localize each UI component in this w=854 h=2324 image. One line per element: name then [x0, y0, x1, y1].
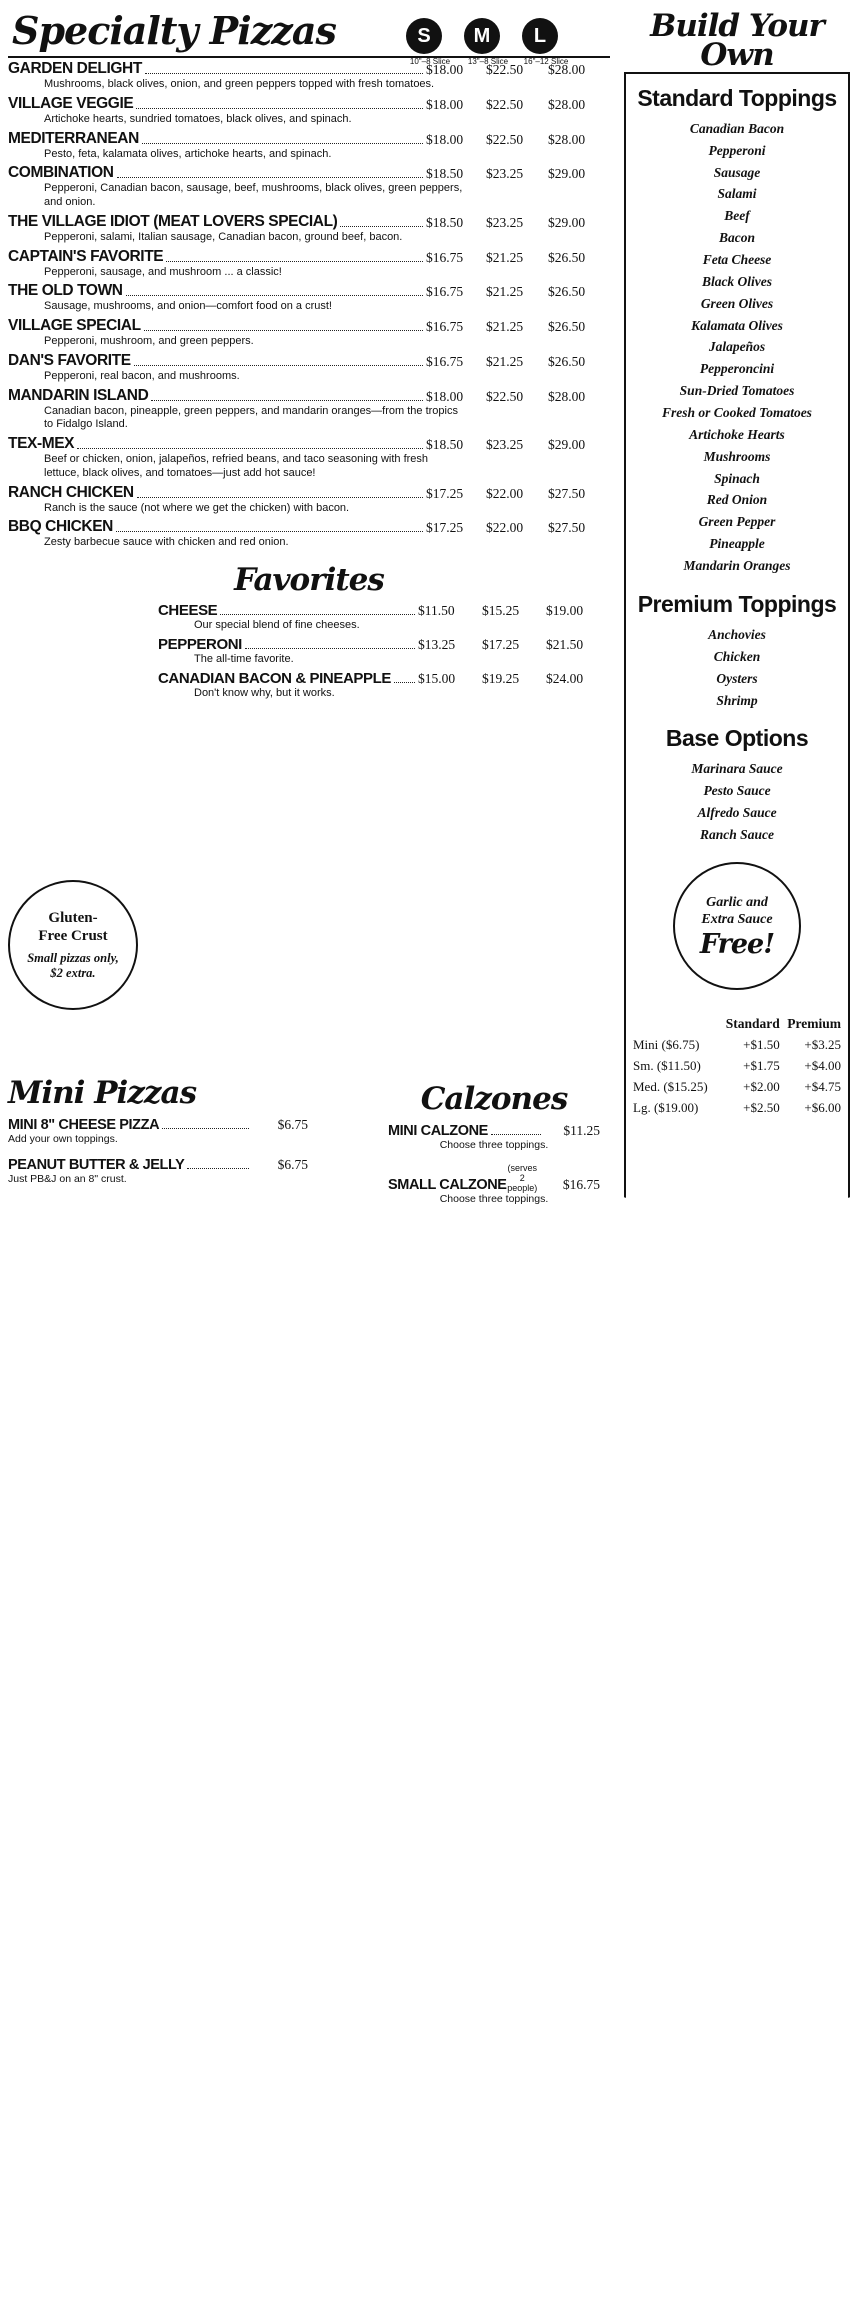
mini-pizzas-title: Mini Pizzas	[8, 1075, 197, 1111]
menu-item	[8, 317, 610, 349]
item-prices	[426, 215, 610, 231]
row-premium: +$4.75	[804, 1079, 841, 1095]
list-item: Chicken	[713, 648, 761, 664]
size-badge-medium: M	[464, 18, 500, 54]
size-badge-large: L	[522, 18, 558, 54]
price-small: $18.50	[426, 214, 464, 230]
leader-dots	[142, 134, 423, 144]
list-item: Ranch Sauce	[700, 826, 774, 842]
leader-dots	[136, 99, 423, 109]
list-item: Marinara Sauce	[691, 761, 783, 777]
item-prices	[418, 671, 610, 687]
premium-toppings-heading: Premium Toppings	[637, 590, 837, 617]
list-item: Green Pepper	[698, 514, 776, 530]
item-prices	[426, 437, 610, 453]
list-item: Spinach	[714, 470, 760, 486]
favorites-list	[8, 602, 610, 700]
item-name: RANCH CHICKEN	[8, 483, 134, 501]
price-small: $17.25	[426, 520, 464, 536]
leader-dots	[245, 639, 415, 649]
col-header-size	[633, 1016, 718, 1035]
price-large: $27.50	[548, 485, 586, 501]
table-row	[633, 1056, 841, 1077]
list-item: Mushrooms	[703, 448, 771, 464]
base-options-list	[628, 758, 846, 845]
col-header-standard: Standard	[725, 1015, 780, 1031]
price-medium: $22.50	[486, 96, 524, 112]
item-name: VILLAGE SPECIAL	[8, 317, 141, 334]
list-item: Pineapple	[709, 536, 765, 552]
item-name: MINI 8" CHEESE PIZZA	[8, 1117, 160, 1133]
price-small: $18.00	[426, 62, 464, 77]
item-description: Beef or chicken, onion, jalapeños, refried beans, and taco seasoning with fresh lettuce, black olives, and tomatoes—just add hot sauce!	[44, 453, 429, 479]
row-standard: +$2.50	[743, 1100, 780, 1116]
item-description: Add your own toppings.	[8, 1133, 118, 1145]
menu-item	[8, 164, 610, 210]
price-small: $17.25	[426, 485, 464, 501]
topping-price-table	[633, 1016, 841, 1119]
item-description: Choose three toppings.	[439, 1193, 549, 1205]
item-description: Just PB&J on an 8" crust.	[8, 1173, 127, 1185]
size-caption-medium: 13"–8 Slice	[467, 57, 509, 66]
leader-dots	[145, 64, 423, 74]
item-name: TEX-MEX	[8, 435, 75, 452]
price-small: $18.00	[426, 388, 464, 404]
garlic-line3: Free!	[699, 928, 775, 960]
price-medium: $22.50	[486, 62, 524, 77]
leader-dots	[137, 488, 423, 498]
menu-item	[8, 484, 610, 516]
garlic-line1: Garlic and	[706, 894, 768, 910]
item-name: VILLAGE VEGGIE	[8, 94, 134, 112]
list-item: Shrimp	[716, 692, 758, 708]
menu-item	[8, 213, 610, 245]
item-prices	[426, 250, 610, 266]
menu-item	[158, 670, 610, 701]
price: $6.75	[277, 1157, 308, 1172]
row-premium: +$3.25	[804, 1037, 841, 1053]
row-standard: +$1.50	[743, 1037, 780, 1053]
item-description: Don't know why, but it works.	[194, 686, 335, 699]
menu-item	[158, 602, 610, 633]
leader-dots	[117, 168, 423, 178]
item-serves-note: (serves 2 people)	[507, 1163, 538, 1193]
list-item: Beef	[724, 208, 750, 224]
price-small: $18.50	[426, 166, 464, 182]
size-legend	[406, 18, 606, 66]
leader-dots	[166, 252, 423, 262]
menu-item	[8, 435, 610, 481]
mini-pizzas-section	[8, 1075, 308, 1188]
menu-item	[8, 387, 610, 433]
leader-dots	[220, 605, 415, 615]
row-premium: +$4.00	[804, 1058, 841, 1074]
price-small: $18.50	[426, 437, 464, 452]
list-item: Sun-Dried Tomatoes	[679, 383, 795, 399]
leader-dots	[162, 1119, 249, 1129]
row-standard: +$2.00	[743, 1079, 780, 1095]
leader-dots	[151, 391, 423, 401]
item-prices	[426, 486, 610, 502]
list-item: Sausage	[713, 164, 761, 180]
item-prices	[544, 1177, 600, 1193]
price-large: $24.00	[546, 670, 584, 686]
price-medium: $21.25	[486, 353, 524, 369]
item-name: THE OLD TOWN	[8, 282, 123, 300]
specialty-list	[8, 60, 610, 550]
table-row	[633, 1035, 841, 1056]
leader-dots	[144, 321, 423, 331]
bottom-sections	[8, 1075, 608, 1205]
item-prices	[426, 284, 610, 300]
menu-item	[8, 352, 610, 384]
price: $16.75	[562, 1177, 600, 1192]
table-header-row	[633, 1016, 841, 1035]
item-description: Artichoke hearts, sundried tomatoes, black olives, and spinach.	[44, 112, 352, 125]
item-prices	[426, 319, 610, 335]
price-medium: $19.25	[482, 670, 520, 686]
list-item: Green Olives	[700, 295, 774, 311]
item-name: MANDARIN ISLAND	[8, 386, 149, 404]
list-item: Pepperoncini	[699, 361, 775, 377]
list-item: Feta Cheese	[702, 252, 772, 268]
price-small: $11.50	[418, 603, 455, 618]
gluten-free-line4: $2 extra.	[50, 966, 96, 980]
item-description: Zesty barbecue sauce with chicken and red onion.	[44, 536, 289, 549]
size-badge-small: S	[406, 18, 442, 54]
list-item: Anchovies	[708, 626, 766, 642]
price-medium: $15.25	[482, 603, 520, 618]
byo-title-line1: Build Your	[650, 8, 824, 44]
item-description: Pepperoni, real bacon, and mushrooms.	[44, 369, 240, 382]
favorites-title: Favorites	[234, 562, 384, 598]
right-column	[620, 0, 854, 1249]
gluten-free-badge	[8, 880, 138, 1010]
item-prices	[426, 520, 610, 536]
calzones-title: Calzones	[420, 1081, 568, 1117]
base-options-heading: Base Options	[665, 725, 809, 752]
item-prices	[544, 1123, 600, 1139]
item-prices	[418, 603, 610, 619]
list-item: Pesto Sauce	[703, 783, 771, 799]
garlic-line2: Extra Sauce	[701, 912, 773, 928]
list-item: Bacon	[718, 230, 755, 246]
item-description: Mushrooms, black olives, onion, and green peppers topped with fresh tomatoes.	[44, 78, 435, 90]
item-prices	[252, 1117, 308, 1133]
leader-dots	[394, 673, 415, 683]
menu-item	[388, 1163, 600, 1205]
price-large: $21.50	[546, 636, 584, 652]
table-row	[633, 1077, 841, 1098]
item-name: MINI CALZONE	[388, 1123, 488, 1139]
row-premium: +$6.00	[804, 1100, 841, 1116]
item-name: GARDEN DELIGHT	[8, 60, 142, 77]
price-large: $28.00	[548, 388, 586, 404]
price-small: $16.75	[426, 319, 464, 334]
standard-toppings-list	[628, 118, 846, 577]
item-prices	[426, 354, 610, 370]
price-large: $29.00	[548, 437, 586, 452]
price-small: $16.75	[426, 284, 464, 300]
price-medium: $22.00	[486, 520, 524, 536]
item-description: Pesto, feta, kalamata olives, artichoke hearts, and spinach.	[44, 147, 332, 160]
price-large: $27.50	[548, 520, 586, 536]
gluten-free-line1: Gluten-	[48, 910, 98, 926]
price-small: $18.00	[426, 96, 464, 112]
menu-item	[388, 1123, 600, 1151]
standard-toppings-heading: Standard Toppings	[637, 84, 837, 111]
table-row	[633, 1098, 841, 1119]
price-small: $16.75	[426, 353, 464, 369]
row-standard: +$1.75	[743, 1058, 780, 1074]
item-name: PEANUT BUTTER & JELLY	[8, 1157, 185, 1173]
item-prices	[426, 132, 610, 148]
list-item: Artichoke Hearts	[689, 426, 785, 442]
leader-dots	[77, 439, 423, 449]
price-medium: $23.25	[486, 166, 524, 182]
item-prices	[426, 389, 610, 405]
item-name: DAN'S FAVORITE	[8, 351, 131, 369]
list-item: Oysters	[716, 670, 758, 686]
menu-item	[8, 282, 610, 314]
item-description: Pepperoni, sausage, and mushroom ... a classic!	[44, 265, 282, 278]
item-name: THE VILLAGE IDIOT (MEAT LOVERS SPECIAL)	[8, 212, 338, 230]
item-description: The all-time favorite.	[194, 652, 294, 665]
list-item: Jalapeños	[708, 339, 766, 355]
menu-item	[8, 248, 610, 280]
item-description: Choose three toppings.	[439, 1139, 549, 1151]
list-item: Canadian Bacon	[689, 120, 785, 136]
menu-item	[158, 636, 610, 667]
menu-item	[8, 130, 610, 162]
price-medium: $22.50	[486, 131, 524, 147]
item-name: CHEESE	[158, 602, 218, 619]
menu-item	[8, 1117, 308, 1145]
page-title: Specialty Pizzas	[12, 8, 336, 53]
item-prices	[252, 1157, 308, 1173]
menu-item	[8, 1157, 308, 1185]
price-large: $28.00	[548, 96, 586, 112]
leader-dots	[126, 286, 423, 296]
item-name: CANADIAN BACON & PINEAPPLE	[158, 669, 391, 687]
menu-item	[8, 518, 610, 550]
price-medium: $23.25	[486, 437, 524, 452]
price-medium: $21.25	[486, 319, 524, 334]
build-your-own-title	[628, 8, 846, 74]
list-item: Salami	[717, 186, 757, 202]
row-label: Lg. ($19.00)	[633, 1100, 699, 1116]
leader-dots	[116, 522, 423, 532]
price-large: $28.00	[548, 62, 586, 77]
item-description: Ranch is the sauce (not where we get the chicken) with bacon.	[44, 501, 350, 514]
gluten-free-line2: Free Crust	[38, 928, 108, 944]
leader-dots	[340, 217, 423, 227]
price-large: $29.00	[548, 214, 586, 230]
price-large: $26.50	[548, 319, 586, 334]
price-medium: $21.25	[486, 284, 524, 300]
item-name: MEDITERRANEAN	[8, 129, 139, 147]
price-medium: $21.25	[486, 249, 524, 265]
item-description: Sausage, mushrooms, and onion—comfort food on a crust!	[44, 300, 332, 313]
garlic-free-badge	[673, 862, 801, 990]
item-description: Pepperoni, salami, Italian sausage, Canadian bacon, ground beef, bacon.	[44, 230, 403, 243]
list-item: Pepperoni	[708, 142, 766, 158]
price-large: $26.50	[548, 284, 586, 300]
price-large: $26.50	[548, 353, 586, 369]
item-name: SMALL CALZONE	[388, 1177, 507, 1193]
price-medium: $23.25	[486, 214, 524, 230]
price-small: $18.00	[426, 131, 464, 147]
price-large: $26.50	[548, 249, 586, 265]
price-small: $16.75	[426, 249, 464, 265]
list-item: Alfredo Sauce	[697, 805, 777, 821]
price-medium: $17.25	[482, 636, 520, 652]
item-name: PEPPERONI	[158, 635, 242, 653]
left-column	[0, 0, 620, 1249]
price-medium: $22.50	[486, 388, 524, 404]
list-item: Red Onion	[706, 492, 768, 508]
item-name: COMBINATION	[8, 164, 114, 182]
leader-dots	[134, 356, 423, 366]
item-description: Our special blend of fine cheeses.	[194, 619, 360, 631]
gluten-free-line3: Small pizzas only,	[27, 951, 119, 965]
price-small: $15.00	[418, 670, 456, 686]
leader-dots	[187, 1159, 249, 1169]
list-item: Fresh or Cooked Tomatoes	[662, 405, 812, 421]
item-description: Pepperoni, Canadian bacon, sausage, beef, mushrooms, black olives, green peppers, and onion.	[44, 182, 463, 208]
price: $11.25	[563, 1123, 600, 1138]
premium-toppings-list	[628, 624, 846, 711]
item-prices	[418, 637, 610, 653]
price-medium: $22.00	[486, 485, 524, 501]
banner-content	[628, 85, 846, 1119]
calzones-section	[374, 1075, 608, 2324]
item-name: CAPTAIN'S FAVORITE	[8, 247, 164, 265]
price-large: $29.00	[548, 166, 586, 182]
list-item: Black Olives	[701, 273, 773, 289]
price: $6.75	[277, 1117, 308, 1132]
item-name: BBQ CHICKEN	[8, 518, 113, 536]
item-prices	[426, 97, 610, 113]
list-item: Kalamata Olives	[691, 317, 783, 333]
size-caption-large: 16"–12 Slice	[523, 57, 569, 66]
row-label: Sm. ($11.50)	[633, 1058, 701, 1074]
item-description: Pepperoni, mushroom, and green peppers.	[44, 335, 254, 347]
price-large: $19.00	[546, 603, 584, 618]
size-caption-small: 10"–8 Slice	[409, 57, 451, 66]
list-item: Mandarin Oranges	[683, 558, 791, 574]
price-large: $28.00	[548, 131, 586, 147]
price-small: $13.25	[418, 636, 456, 652]
row-label: Med. ($15.25)	[633, 1079, 708, 1095]
byo-title-line2: Own	[700, 37, 774, 74]
item-description: Canadian bacon, pineapple, green peppers, and mandarin oranges—from the tropics to Fidalgo Island.	[44, 404, 458, 431]
row-label: Mini ($6.75)	[633, 1037, 700, 1053]
col-header-premium: Premium	[787, 1015, 841, 1031]
leader-dots	[491, 1125, 541, 1135]
menu-item	[8, 95, 610, 127]
item-prices	[426, 166, 610, 182]
